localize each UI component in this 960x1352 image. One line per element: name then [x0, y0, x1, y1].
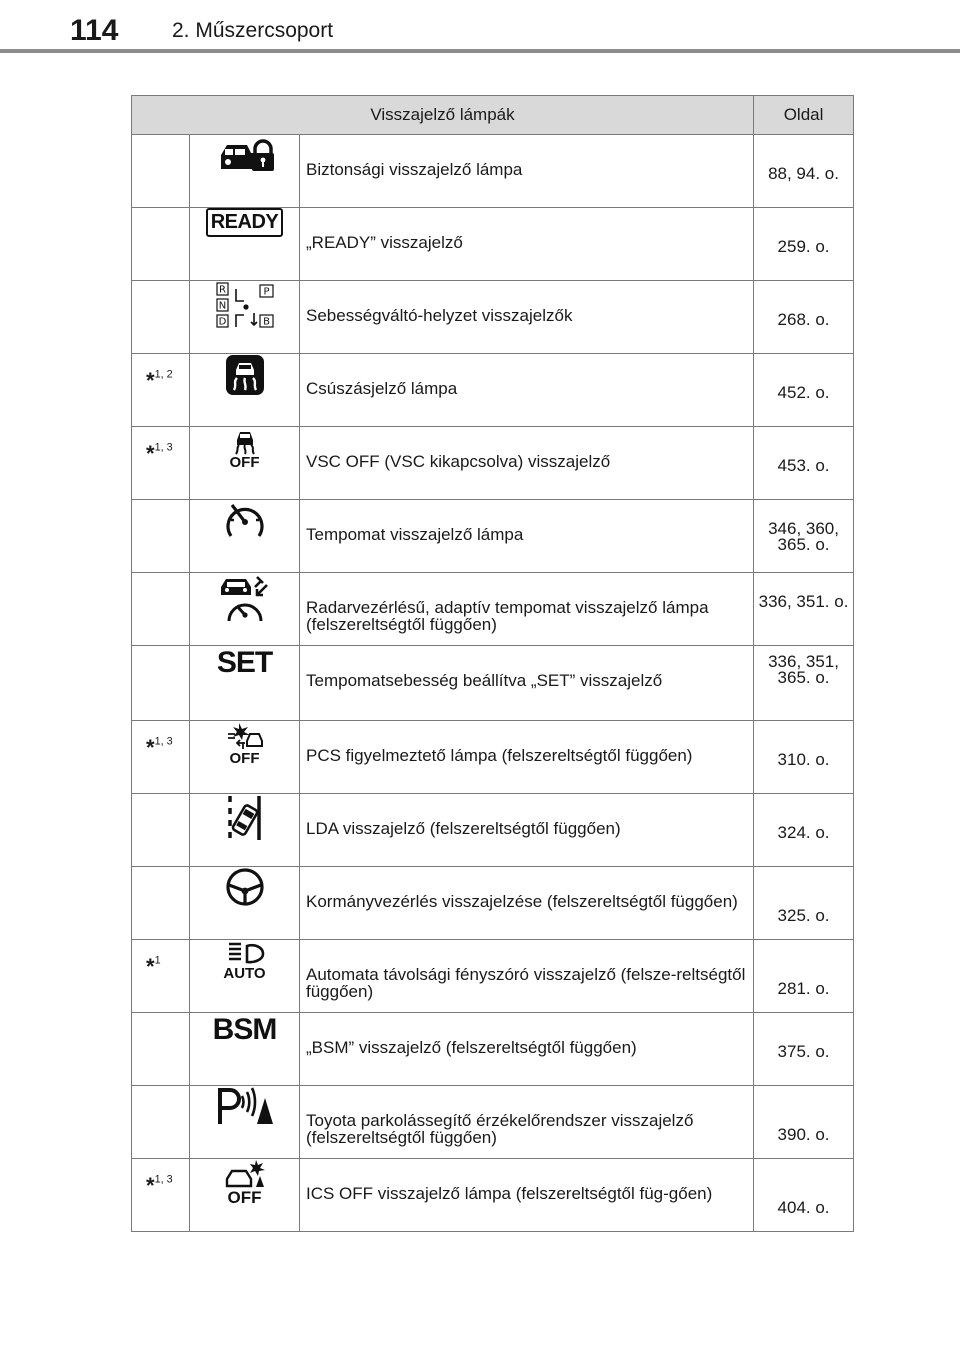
row-description: Radarvezérlésű, adaptív tempomat visszajelző lámpa (felszereltségtől függően) [300, 573, 754, 646]
radar-cruise-icon [217, 587, 273, 606]
row-description: PCS figyelmeztető lámpa (felszereltségtől függően) [300, 721, 754, 794]
footnote-marker [132, 794, 190, 867]
svg-text:B: B [262, 316, 270, 328]
table-row [132, 354, 854, 427]
row-description: Automata távolsági fényszóró visszajelző (felsze-reltségtől függően) [300, 940, 754, 1013]
table-row [132, 867, 854, 940]
footnote-marker: *$^{1, 3}$ [132, 427, 190, 500]
row-page: 404. o. [754, 1159, 854, 1232]
row-page: 375. o. [754, 1013, 854, 1086]
row-description: Csúszásjelző lámpa [300, 354, 754, 427]
row-description: Tempomatsebesség beállítva „SET” visszajelző [300, 646, 754, 721]
svg-text:N: N [218, 300, 226, 312]
row-page: 325. o. [754, 867, 854, 940]
footnote-marker [132, 135, 190, 208]
row-page: 310. o. [754, 721, 854, 794]
footnote-marker: *$^{1, 2}$ [132, 354, 190, 427]
row-description: Sebességváltó-helyzet visszajelzők [300, 281, 754, 354]
row-description: Tempomat visszajelző lámpa [300, 500, 754, 573]
footnote-marker: *$^{1, 3}$ [132, 1159, 190, 1232]
table-row [132, 427, 854, 500]
svg-text:R: R [218, 284, 226, 296]
svg-text:D: D [218, 316, 226, 328]
auto-high-beam-icon: AUTO [223, 940, 267, 982]
pcs-off-icon: OFF [225, 721, 265, 767]
col-header-page: Oldal [754, 96, 854, 135]
row-page: 452. o. [754, 354, 854, 427]
row-page: 453. o. [754, 427, 854, 500]
section-title: 2. Műszercsoport [172, 19, 334, 42]
row-page: 259. o. [754, 208, 854, 281]
table-row [132, 500, 854, 573]
table-row [132, 646, 854, 721]
security-lock-car-icon [215, 144, 275, 163]
steering-wheel-icon [225, 876, 265, 895]
table-row [132, 573, 854, 646]
row-page: 390. o. [754, 1086, 854, 1159]
svg-text:P: P [262, 286, 270, 298]
row-description: VSC OFF (VSC kikapcsolva) visszajelző [300, 427, 754, 500]
table-row [132, 281, 854, 354]
row-description: ICS OFF visszajelző lámpa (felszereltségtől füg-gően) [300, 1159, 754, 1232]
footnote-marker [132, 646, 190, 721]
row-page: 346, 360, 365. o. [754, 500, 854, 573]
shift-position-icon [214, 284, 276, 328]
table-row [132, 1013, 854, 1086]
footnote-marker [132, 573, 190, 646]
table-row [132, 208, 854, 281]
table-row [132, 721, 854, 794]
page-number: 114 [70, 14, 119, 47]
indicator-lamps-table [131, 95, 854, 1232]
row-description: Kormányvezérlés visszajelzése (felszereltségtől függően) [300, 867, 754, 940]
row-page: 336, 351, 365. o. [754, 646, 854, 721]
row-page: 281. o. [754, 940, 854, 1013]
set-icon: SET [216, 646, 273, 679]
row-description: Toyota parkolássegítő érzékelőrendszer visszajelző (felszereltségtől függően) [300, 1086, 754, 1159]
footnote-marker [132, 1086, 190, 1159]
footnote-marker [132, 500, 190, 573]
ready-icon: READY [206, 208, 284, 237]
table-row [132, 1086, 854, 1159]
header-rule [0, 49, 960, 53]
bsm-icon: BSM [212, 1013, 277, 1046]
footnote-marker [132, 1013, 190, 1086]
footnote-marker: *$^{1, 3}$ [132, 721, 190, 794]
lda-icon [225, 807, 265, 826]
vsc-off-icon: OFF [230, 427, 260, 471]
row-page: 88, 94. o. [754, 135, 854, 208]
col-header-lamps: Visszajelző lámpák [132, 96, 754, 135]
row-page: 336, 351. o. [754, 573, 854, 646]
table-row [132, 135, 854, 208]
table-row [132, 1159, 854, 1232]
table-row [132, 794, 854, 867]
row-page: 268. o. [754, 281, 854, 354]
table-row [132, 940, 854, 1013]
footnote-marker: *$^1$ [132, 940, 190, 1013]
footnote-marker [132, 281, 190, 354]
footnote-marker [132, 867, 190, 940]
ics-off-icon: OFF [222, 1159, 268, 1207]
row-description: Biztonsági visszajelző lámpa [300, 135, 754, 208]
row-page: 324. o. [754, 794, 854, 867]
row-description: „READY” visszajelző [300, 208, 754, 281]
footnote-marker [132, 208, 190, 281]
row-description: „BSM” visszajelző (felszereltségtől függően) [300, 1013, 754, 1086]
parking-sensor-icon [215, 1095, 275, 1114]
cruise-control-icon [223, 509, 267, 528]
slip-indicator-icon [225, 364, 265, 383]
row-description: LDA visszajelző (felszereltségtől függően) [300, 794, 754, 867]
